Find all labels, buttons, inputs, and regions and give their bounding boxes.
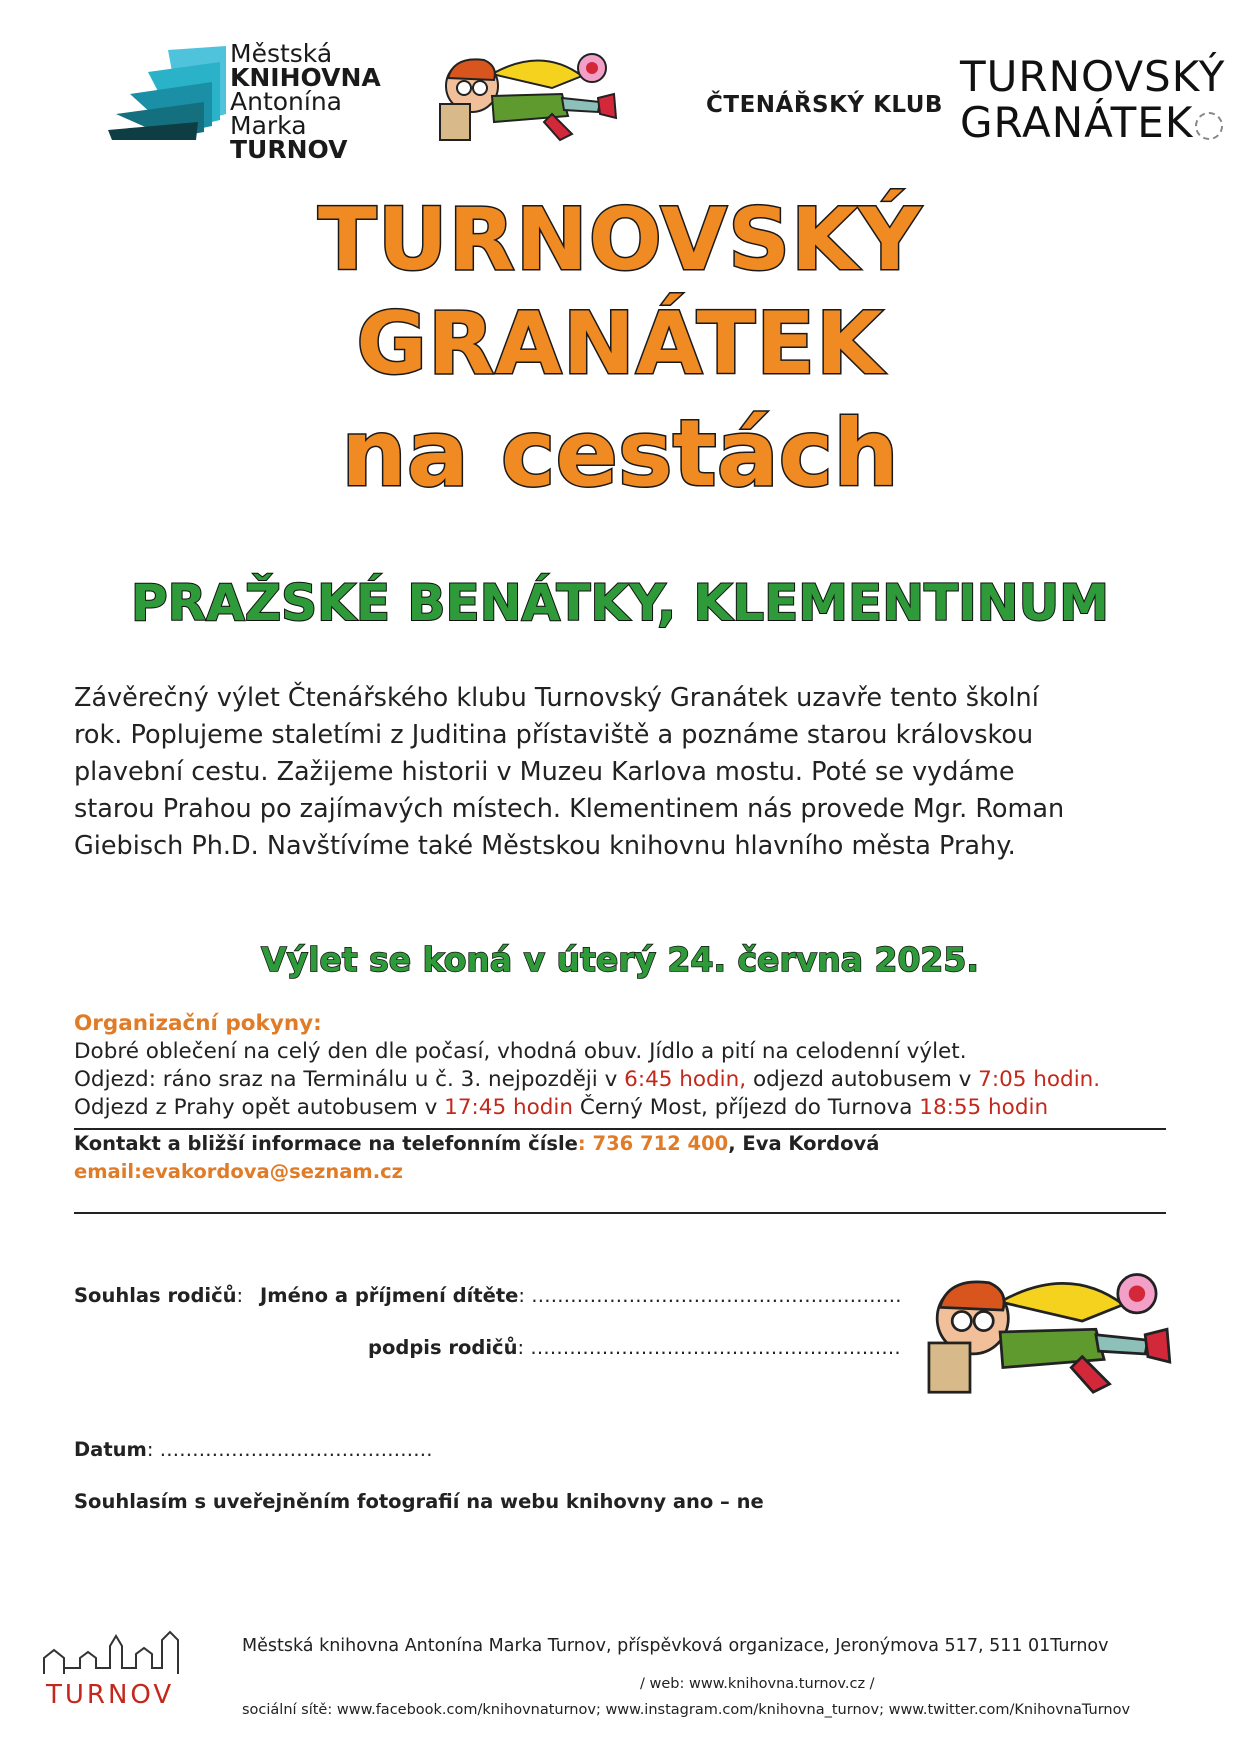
- club-label: ČTENÁŘSKÝ KLUB: [706, 92, 943, 118]
- footer-address: Městská knihovna Antonína Marka Turnov, příspěvková organizace, Jeronýmova 517, 511 01Turnov: [242, 1636, 1109, 1656]
- club-logo-line1: TURNOVSKÝ: [960, 52, 1226, 101]
- title-line2: GRANÁTEK: [356, 294, 884, 394]
- organization-heading: Organizační pokyny:: [74, 1011, 322, 1036]
- library-logo-line1: Městská: [230, 39, 333, 68]
- library-logo-line5: TURNOV: [230, 135, 348, 164]
- signature-blank[interactable]: : …………………………………………………: [517, 1336, 901, 1359]
- intro-line: Závěrečný výlet Čtenářského klubu Turnovský Granátek uzavře tento školní: [74, 683, 1039, 713]
- contact-colon: :: [577, 1132, 586, 1155]
- title-line3: na cestách: [341, 400, 899, 507]
- organization-line3: [74, 1094, 1174, 1122]
- town-skyline-icon: [40, 1628, 190, 1678]
- club-logo: [960, 54, 1225, 146]
- subtitle: PRAŽSKÉ BENÁTKY, KLEMENTINUM: [131, 574, 1109, 632]
- contact-section: [74, 1130, 1174, 1186]
- organization-line1: Dobré oblečení na celý den dle počasí, vhodná obuv. Jídlo a pití na celodenní výlet.: [74, 1039, 967, 1064]
- date-label: Datum: [74, 1438, 147, 1461]
- footer-web[interactable]: / web: www.knihovna.turnov.cz /: [640, 1676, 875, 1692]
- intro-line: Giebisch Ph.D. Navštívíme také Městskou knihovnu hlavního města Prahy.: [74, 831, 1016, 861]
- intro-line: rok. Poplujeme staletími z Juditina přístaviště a poznáme starou královskou: [74, 720, 1034, 750]
- contact-email: email:evakordova@seznam.cz: [74, 1160, 404, 1183]
- consent-label-text: Souhlas rodičů: [74, 1284, 237, 1307]
- consent-colon: :: [236, 1284, 244, 1307]
- town-logo-text: TURNOV: [46, 1680, 175, 1710]
- book-icon: [108, 42, 230, 142]
- garnet-icon: [1195, 112, 1223, 140]
- date-blank[interactable]: : ……………………………………: [146, 1438, 433, 1461]
- gnome-mascot-icon: [918, 1262, 1178, 1402]
- child-name-label: Jméno a příjmení dítěte: [260, 1284, 519, 1307]
- departure-text: Odjezd: ráno sraz na Terminálu u č. 3. nejpozději v: [74, 1067, 625, 1092]
- club-logo-line2: GRANÁTEK: [960, 98, 1194, 147]
- signature-label: podpis rodičů: [368, 1336, 518, 1359]
- return-text: Odjezd z Prahy opět autobusem v: [74, 1095, 445, 1120]
- date-field[interactable]: [74, 1438, 433, 1461]
- consent-label: [74, 1284, 243, 1307]
- trip-date: Výlet se koná v úterý 24. června 2025.: [261, 940, 979, 979]
- meet-time: 6:45 hodin,: [624, 1067, 747, 1092]
- arrival-time: 18:55 hodin: [919, 1095, 1049, 1120]
- departure-bus-text: odjezd autobusem v: [746, 1067, 979, 1092]
- arrival-text: Černý Most, příjezd do Turnova: [573, 1095, 920, 1120]
- contact-label: Kontakt a bližší informace na telefonním čísle: [74, 1132, 578, 1155]
- town-logo: [40, 1628, 190, 1714]
- organization-line2: [74, 1066, 1174, 1094]
- library-logo-line3: Antonína: [230, 87, 342, 116]
- child-name-blank[interactable]: : …………………………………………………: [518, 1284, 902, 1307]
- library-logo: [108, 39, 381, 164]
- child-name-field[interactable]: [260, 1284, 902, 1307]
- photo-consent: Souhlasím s uveřejněním fotografií na webu knihovny ano – ne: [74, 1490, 764, 1513]
- contact-name: , Eva Kordová: [728, 1132, 880, 1155]
- library-logo-line4: Marka: [230, 111, 307, 140]
- gnome-mascot-icon: [432, 46, 622, 146]
- title-line1: TURNOVSKÝ: [318, 190, 922, 290]
- intro-line: starou Prahou po zajímavých místech. Klementinem nás provede Mgr. Roman: [74, 794, 1065, 824]
- library-logo-line2: KNIHOVNA: [230, 63, 381, 92]
- contact-phone: 736 712 400: [592, 1132, 729, 1155]
- return-departure-time: 17:45 hodin: [444, 1095, 573, 1120]
- intro-paragraph: [74, 680, 1154, 865]
- bus-time: 7:05 hodin.: [978, 1067, 1101, 1092]
- organization-section: [74, 1010, 1174, 1122]
- signature-field[interactable]: [368, 1336, 901, 1359]
- intro-line: plavební cestu. Zažijeme historii v Muzeu Karlova mostu. Poté se vydáme: [74, 757, 1015, 787]
- footer-social[interactable]: sociální sítě: www.facebook.com/knihovnaturnov; www.instagram.com/knihovna_turnov; www.twitter.com/KnihovnaTurnov: [242, 1702, 1131, 1718]
- divider: [74, 1212, 1166, 1214]
